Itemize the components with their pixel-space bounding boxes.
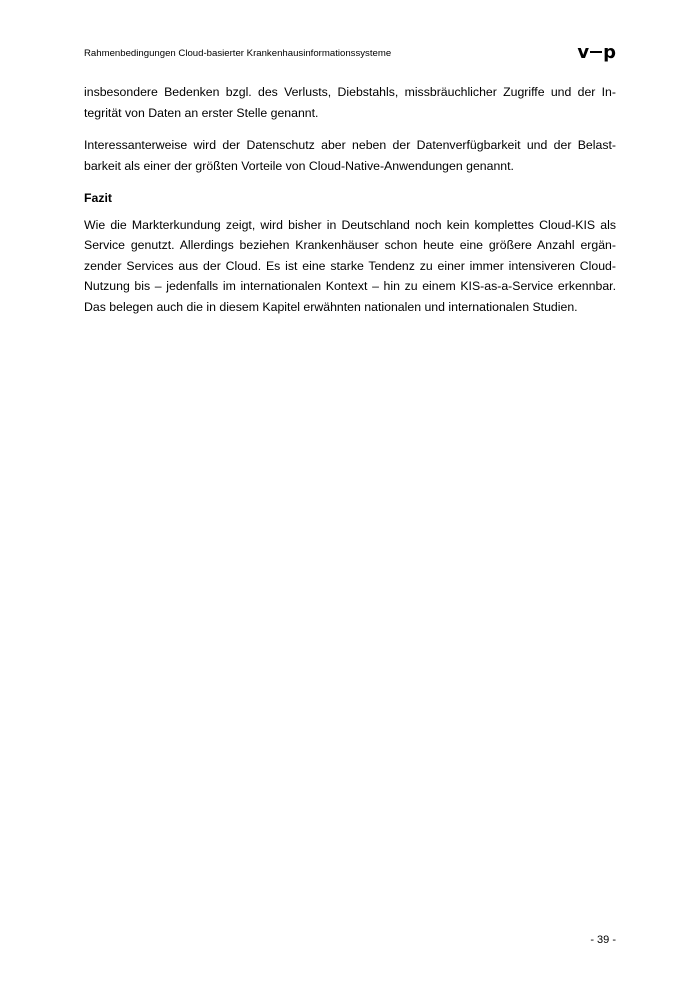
body-paragraph-1 (84, 82, 616, 123)
paragraph-line: barkeit als einer der größten Vorteile von Cloud-Native-Anwendungen genannt. (84, 158, 514, 173)
main-content (84, 82, 616, 329)
paragraph-line: Das belegen auch die in diesem Kapitel erwähnten nationalen und internationalen Studien. (84, 299, 578, 314)
page-header (84, 36, 616, 62)
paragraph-line: Wie die Markterkundung zeigt, wird bisher in Deutschland noch kein komplettes Cloud-KIS als (84, 217, 616, 232)
body-paragraph-2 (84, 135, 616, 176)
paragraph-line: Service genutzt. Allerdings beziehen Krankenhäuser schon heute eine größere Anzahl ergän- (84, 238, 616, 252)
vp-logo (577, 44, 616, 62)
logo-dash (590, 51, 602, 53)
paragraph-line: zender Services aus der Cloud. Es ist eine starke Tendenz zu einer immer intensiveren Cloud- (84, 258, 616, 273)
body-paragraph-3 (84, 215, 616, 318)
logo-letter-p: p (603, 42, 616, 63)
logo-letter-v: v (577, 42, 590, 63)
section-heading-fazit: Fazit (84, 191, 113, 205)
paragraph-line: Nutzung bis – jedenfalls im internationalen Kontext – hin zu einem KIS-as-a-Service erkennbar. (84, 279, 616, 293)
running-title: Rahmenbedingungen Cloud-basierter Krankenhausinformationssysteme (84, 48, 392, 59)
paragraph-line: insbesondere Bedenken bzgl. des Verlusts, Diebstahls, missbräuchlicher Zugriffe und der In- (84, 85, 616, 99)
page-number: - 39 - (590, 934, 616, 946)
paragraph-line: tegrität von Daten an erster Stelle genannt. (84, 105, 319, 120)
paragraph-line: Interessanterweise wird der Datenschutz aber neben der Datenverfügbarkeit und der Belast- (84, 138, 616, 152)
